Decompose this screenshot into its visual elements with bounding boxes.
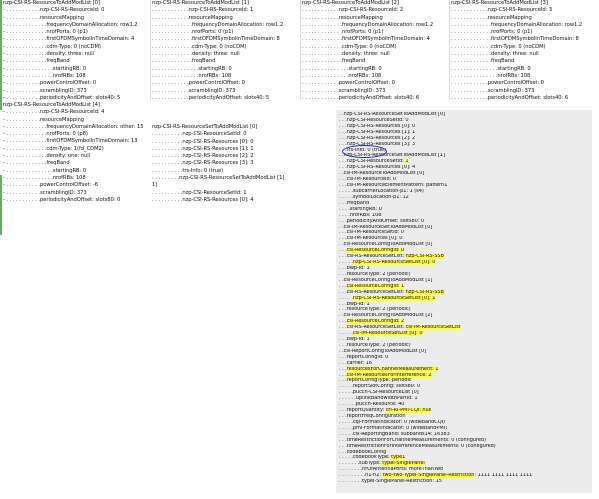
line-prefix: . . . . .codebookType:	[339, 455, 392, 461]
text-line: . . . . . . . . . . . .nzp-CSI-RS-ResourceId: 1	[152, 7, 254, 14]
text-line: . . . . . . . .typeI-SinglePanel-Restriction: 15	[339, 479, 442, 485]
text-line: - . . . . . . . . . . .powerControlOffset: -6	[3, 182, 98, 189]
line-prefix: . . .csi-RS-ResourceSetList:	[339, 325, 406, 331]
text-line: . . . . . . . . . .nzp-CSI-RS-Resources [0]: 4	[152, 196, 254, 203]
block-nzp-csi-rs-resource-3	[451, 0, 597, 102]
highlighted-value: csi-IM-ResourceSetList	[405, 325, 461, 331]
highlighted-value: type1	[391, 455, 406, 461]
block-nzp-csi-rs-resource-1	[152, 0, 298, 102]
text-line: . . .freqBand	[339, 200, 370, 206]
trs-info-circle-annotation	[342, 145, 387, 158]
text-line: . . .codebookConfig	[339, 449, 387, 455]
highlighted-value: csi-ResourceConfigId: 2	[346, 319, 405, 325]
text-line: . . .resourceType: 2 (periodic)	[339, 271, 411, 277]
text-line: . . . . . . . . . . . . .cdm-Type: 0 (noCDM)	[302, 43, 397, 50]
text-line: nzp-CSI-RS-ResourceToAddModList [0]	[3, 0, 100, 6]
text-line: . . . . . . . . . . . . .density: three: null	[152, 51, 240, 58]
text-line: . . . . .subcarrierLocation-p1: 1 (s4)	[339, 188, 424, 194]
line-prefix: . . .	[339, 372, 347, 378]
text-line: - . . . . . . . . . . . . .freqBand	[3, 58, 70, 65]
highlighted-value: 1	[405, 159, 409, 165]
column-separator	[300, 0, 301, 100]
text-line: . . .carrier: 16	[339, 360, 373, 366]
text-line: . . . . . . . . . . . . .freqBand	[152, 58, 216, 65]
text-line: . . .nzp-CSI-RS-Resources [3]: 3	[339, 141, 416, 147]
text-line: . . .bwp-Id: 1	[339, 337, 370, 343]
text-line: . . .nzp-CSI-RS-Resources [2]: 2	[339, 135, 416, 141]
text-line: . .nzp-CSI-RS-ResourceSetToAddModList [0]	[339, 112, 445, 117]
text-line: . . . . . . . . . .trs-Info: 0 (true)	[152, 167, 224, 174]
text-line: . . . . . . . . . . . .powerControlOffset: 0	[451, 80, 544, 87]
text-line: . . .bwp-Id: 1	[339, 265, 370, 271]
text-line: . . . . . . . . . . . . .freqBand	[451, 58, 515, 65]
text-line: . . . . .pucch-CSI-ResourceList [0]	[339, 390, 419, 396]
text-line: . . . . . . . . . . . . .frequencyDomainAllocation: row1.2	[152, 21, 284, 28]
text-line: . . . . . . . . . . . .periodicityAndOffset: slots40: 6	[451, 94, 569, 101]
text-line: . . . . . . . . . . . .scramblingID: 373	[152, 87, 236, 94]
highlighted-value: resourcesForChannelMeasurement: 1	[346, 366, 439, 372]
text-line: . . . . . . . . . .nzp-CSI-ResourceSetId: 1	[152, 189, 247, 196]
highlighted-value: csi-IM-ResourcesForInterference: 2	[346, 372, 432, 378]
text-line: - . . . . . . . . . . . . .density: one: null	[3, 153, 91, 160]
text-line: . . . . .cqi-FormatIndicator: 0 (widebandCQI)	[339, 419, 445, 425]
text-line: - . . . . . . . . . . . . .cdm-Type: 1(fd_CDM2)	[3, 145, 104, 152]
left-edge-strip	[0, 175, 2, 235]
highlighted-value: csi-ResourceConfigId: 1	[346, 283, 405, 289]
text-line: . . .timeRestrictionForChannelMeasurements: 0 (configured)	[339, 437, 486, 443]
text-line: . . . . . . . . . .nzp-CSI-RS-Resources [2]: 2	[152, 153, 254, 160]
text-line: . . . . . . . . . . . .resourceMapping	[152, 14, 233, 21]
csi-config-panel-text	[339, 112, 591, 485]
text-line: . . . . . . . . . . . . . . .nrofRBs: 108	[302, 72, 382, 79]
line-prefix: . . .csi-RS-ResourceSetList:	[339, 289, 406, 295]
text-line: . . . . . . . . . . . .resourceMapping	[451, 14, 532, 21]
text-line: - . . . . . . . . . . . . .nrofPorts: 0 (p8)	[3, 131, 88, 138]
text-line: . . .resourceType: 2 (periodic)	[339, 307, 411, 313]
text-line: . . . . . . . . . . . .periodicityAndOffset: slots40: 6	[302, 94, 420, 101]
text-line: . . .reportConfigType: periodic	[339, 378, 412, 384]
text-line: . .nzp-CSI-RS-ResourceSetToAddModList [1]	[339, 153, 445, 159]
text-line: . . . . . . . . . . . . .nrofPorts: 0 (p1)	[451, 29, 533, 36]
text-line: - . . . . . . . . . . .periodicityAndOffset: slots40: 5	[3, 94, 121, 101]
text-line: . . .periodicityAndOffset: slots80: 0	[339, 218, 425, 224]
text-line: nzp-CSI-RS-ResourceToAddModList [4]	[3, 102, 100, 108]
text-line: . . . . . . . . . .nzp-CSI-RS-Resources [3]: 3	[152, 160, 254, 167]
text-line: . . . . . .uplinkBandwidthPartId: 1	[339, 396, 418, 402]
line-prefix: . . .	[339, 248, 347, 254]
block-nzp-csi-rs-resource-2	[302, 0, 448, 102]
highlighted-value: typeI-SinglePanel	[382, 461, 425, 467]
line-prefix: . . .nzp-CSI-ResourceSetId:	[339, 159, 406, 165]
text-line: . . . . . . . . . . . . .cdm-Type: 0 (noCDM)	[152, 43, 247, 50]
text-line: - . . . . . . . . . . .powerControlOffset: 0	[3, 80, 97, 87]
highlighted-value: csi-IM-ResourceSetList [0]: 0	[352, 331, 423, 337]
text-line: . . . . . . . . . . . . .nrofPorts: 0 (p1)	[302, 29, 384, 36]
text-line: - . . . . . . . . . . .periodicityAndOffset: slots80: 0	[3, 196, 121, 203]
text-line: . .csi-ReportConfigToAddModList [0]	[339, 348, 427, 354]
text-line: - . . . . . . . . . . .scramblingID: 373	[3, 87, 87, 94]
highlighted-value: two-two-TypeI-SinglePanel-Restriction	[382, 473, 475, 479]
text-line: - . . . . . . . . . . . . .firstOFDMSymbolInTimeDomain: 13	[3, 138, 138, 145]
text-line: . . . . . . . . . . . . .cdm-Type: 0 (noCDM)	[451, 43, 546, 50]
left-edge-strip	[0, 0, 2, 110]
text-line: . . . . . . . .nrOfAntennaPorts: moreThanTwo	[339, 467, 444, 473]
highlighted-value: nzp-CSI-RS-SSB	[405, 289, 444, 295]
text-line: . . . . . . . . . . . .scramblingID: 373	[302, 87, 386, 94]
text-line: . .csi-ResourceConfigToAddModList [1]	[339, 277, 433, 283]
text-line: - . . . . . . . . . . . . .density: three: null	[3, 51, 95, 58]
text-line: . . . . . . . . . . . . . . .startingRB: 0	[451, 65, 531, 72]
line-prefix: . . . . . . .subType:	[339, 461, 383, 467]
text-line: nzp-CSI-RS-ResourceToAddModList [3]	[451, 0, 548, 6]
line-prefix: . . . . . . . . .n1-n2:	[339, 473, 383, 479]
highlighted-value: csi-ResourceConfigId: 0	[346, 248, 405, 254]
text-line: . . . . . .pucch-Resource: 40	[339, 402, 405, 408]
text-line: . . . . .pmi-FormatIndicator: 0 (widebandPMI)	[339, 425, 447, 431]
text-line: - . . . . . . . . . . .nzp-CSI-RS-ResourceId: 0	[3, 7, 105, 14]
highlighted-value: nzp-CSI-RS-SSB	[405, 254, 444, 260]
text-line: - . . . . . . . . . . . . . . .startingRB: 0	[3, 167, 87, 174]
text-line: - . . . . . . . . . . . . .frequencyDomainAllocation: row1.2	[3, 21, 138, 28]
block-nzp-csi-rs-resource-set	[152, 124, 332, 204]
text-line: 1]	[152, 182, 158, 189]
text-line: . . . .startingRB: 0	[339, 206, 382, 212]
text-line: . . . . . . . . . . . . . . .nrofRBs: 108	[152, 72, 232, 79]
text-line: nzp-CSI-RS-ResourceToAddModList [1]	[152, 0, 249, 6]
text-line: . . .csi-IM-ResourceSetId: 0	[339, 230, 404, 236]
text-line: . . . . . . . . . . . . .frequencyDomainAllocation: row1.2	[302, 21, 434, 28]
text-line: . . .csi-IM-ResourceId: 0	[339, 177, 396, 183]
line-prefix: . . . . .	[339, 260, 353, 266]
text-line: . . . . . . . . . . . . .density: three: null	[302, 51, 390, 58]
text-line: . . . . . . . . . . . . .firstOFDMSymbolInTimeDomain: 8	[451, 36, 579, 43]
text-line: . . . . . . . . . . . . . . .startingRB: 0	[152, 65, 232, 72]
text-line: . . .csi-IM-ResourceElementPattern: pattern1	[339, 183, 448, 189]
highlighted-value: nzp-CSI-RS-ResourceSetList [0]: 0	[352, 260, 436, 266]
text-line: . . . . . . . . . .nzp-CSI-RS-Resources [0]: 0	[152, 138, 254, 145]
text-line: . . . . . . . . . . . .powerControlOffset: 0	[152, 80, 245, 87]
line-suffix: : 1111 1111 1111 1111	[474, 473, 533, 479]
line-prefix: . . .	[339, 283, 347, 289]
text-line: - . . . . . . . . . . .scramblingID: 373	[3, 189, 87, 196]
text-line: . . . . . . . . . . . . .density: three: null	[451, 51, 539, 58]
text-line: . . . . . . . . . . . . . . .startingRB: 0	[302, 65, 382, 72]
text-line: . .csi-ResourceConfigToAddModList [2]	[339, 313, 433, 319]
text-line: . . . . . . . . . . . . .firstOFDMSymbolInTimeDomain: 8	[152, 36, 280, 43]
text-line: . . . . . . . . . .nzp-CSI-RS-Resources [1]: 1	[152, 145, 254, 152]
column-separator	[150, 0, 151, 100]
line-prefix: . . .reportQuantity:	[339, 408, 386, 414]
text-line: . .csi-IM-ResourceSetToAddModList [0]	[339, 224, 433, 230]
text-line: . . . . . . . . . . . . .nrofPorts: 0 (p1)	[152, 29, 234, 36]
csi-config-panel	[336, 110, 592, 493]
text-line: . . .reportConfigId: 0	[339, 354, 389, 360]
line-prefix: . . . . .	[339, 331, 353, 337]
text-line: - . . . . . . . . . . . . . . .nrofRBs: 108	[3, 174, 86, 181]
text-line: . . .csi-IM-Resources [0]: 0	[339, 236, 403, 242]
text-line: . . . . . . . . . . . .powerControlOffset: 0	[302, 80, 395, 87]
text-line: - . . . . . . . . . . . . . . .startingRB: 0	[3, 65, 87, 72]
text-line: . . . . . . . . . . . . .frequencyDomainAllocation: row1.2	[451, 21, 583, 28]
text-line: . . . . . . . . . . . .nzp-CSI-RS-ResourceId: 2	[302, 7, 404, 14]
text-line: . . . . . . . . . . . .scramblingID: 373	[451, 87, 535, 94]
text-line: . . . . . . . . . . . . .firstOFDMSymbolInTimeDomain: 4	[302, 36, 430, 43]
text-line: . . .trs-Info: 0 (true)	[339, 147, 386, 153]
block-nzp-csi-rs-resource-0	[3, 0, 148, 102]
text-line: - . . . . . . . . . . . . .cdm-Type: 0 (noCDM)	[3, 43, 101, 50]
line-prefix: . . .csi-RS-ResourceSetList:	[339, 254, 406, 260]
text-line: . . . . . . . . . . . .resourceMapping	[302, 14, 383, 21]
text-line: - . . . . . . . . . . . . .freqBand	[3, 160, 70, 167]
line-prefix: . . .	[339, 366, 347, 372]
highlighted-value: nzp-CSI-RS-ResourceSetList [0]: 1	[352, 295, 436, 301]
text-line: . . .nzp-CSI-RS-Resources [0]: 4	[339, 165, 416, 171]
text-line: . . . . . . . . . . . .nzp-CSI-RS-ResourceId: 3	[451, 7, 553, 14]
text-line: . . . . . . . . .nzp-CSI-RS-ResourceSetToAddModList [1]	[152, 175, 285, 182]
line-prefix: . . . . .	[339, 295, 353, 301]
text-line: . . .resourceType: 2 (periodic)	[339, 342, 411, 348]
text-line: nzp-CSI-RS-ResourceSetToAddModList [0]	[152, 124, 258, 130]
text-line: nzp-CSI-RS-ResourceToAddModList [2]	[302, 0, 399, 6]
text-line: . . . .nrofRBs: 108	[339, 212, 382, 218]
text-line: . . . . . . . . . .nzp-CSI-ResourceSetId: 0	[152, 131, 247, 138]
line-prefix: . . .	[339, 319, 347, 325]
text-line: - . . . . . . . . . . .nzp-CSI-RS-ResourceId: 4	[3, 109, 105, 116]
text-line: - . . . . . . . . . . .resourceMapping	[3, 116, 84, 123]
text-line: - . . . . . . . . . . .resourceMapping	[3, 14, 84, 21]
column-separator	[449, 0, 450, 100]
text-line: . . .timeRestrictionForInterferenceMeasurements: 0 (configured)	[339, 443, 496, 449]
text-line: . . . . . . . . . . . . . . .nrofRBs: 108	[451, 72, 531, 79]
text-line: - . . . . . . . . . . . . .nrofPorts: 0 (p1)	[3, 29, 88, 36]
text-line: . .csi-ResourceConfigToAddModList [0]	[339, 242, 433, 248]
text-line: . . . . .reportSlotConfig: slots80: 0	[339, 384, 421, 390]
text-line: . .csi-IM-ResourceToAddModList [0]	[339, 171, 425, 177]
text-line: . . .nzp-CSI-ResourceSetId: 0	[339, 117, 409, 123]
text-line: - . . . . . . . . . . . . .firstOFDMSymbolInTimeDomain: 4	[3, 36, 135, 43]
text-line: . . . . . . . . . . . .periodicityAndOffset: slots40: 5	[152, 94, 270, 101]
text-line: . . .reportFreqConfiguration	[339, 414, 406, 420]
text-line: . . . . .symbolLocation-p1: 12	[339, 194, 409, 200]
text-line: . . .nzp-CSI-RS-Resources [0]: 0	[339, 123, 416, 129]
text-line: . . . . .csi-ReportingBand: subbands14: 16383	[339, 431, 450, 437]
block-nzp-csi-rs-resource-4	[3, 102, 153, 204]
text-line: . . .nzp-CSI-RS-Resources [1]: 1	[339, 129, 416, 135]
text-line: - . . . . . . . . . . . . .frequencyDomainAllocation: other: 15	[3, 123, 144, 130]
highlighted-value: cri-RI-PMI-CQI: null	[385, 408, 432, 414]
text-line: . . . . . . . . . . . . .freqBand	[302, 58, 366, 65]
text-line: . . .bwp-Id: 1	[339, 301, 370, 307]
text-line: - . . . . . . . . . . . . . . .nrofRBs: 108	[3, 72, 86, 79]
